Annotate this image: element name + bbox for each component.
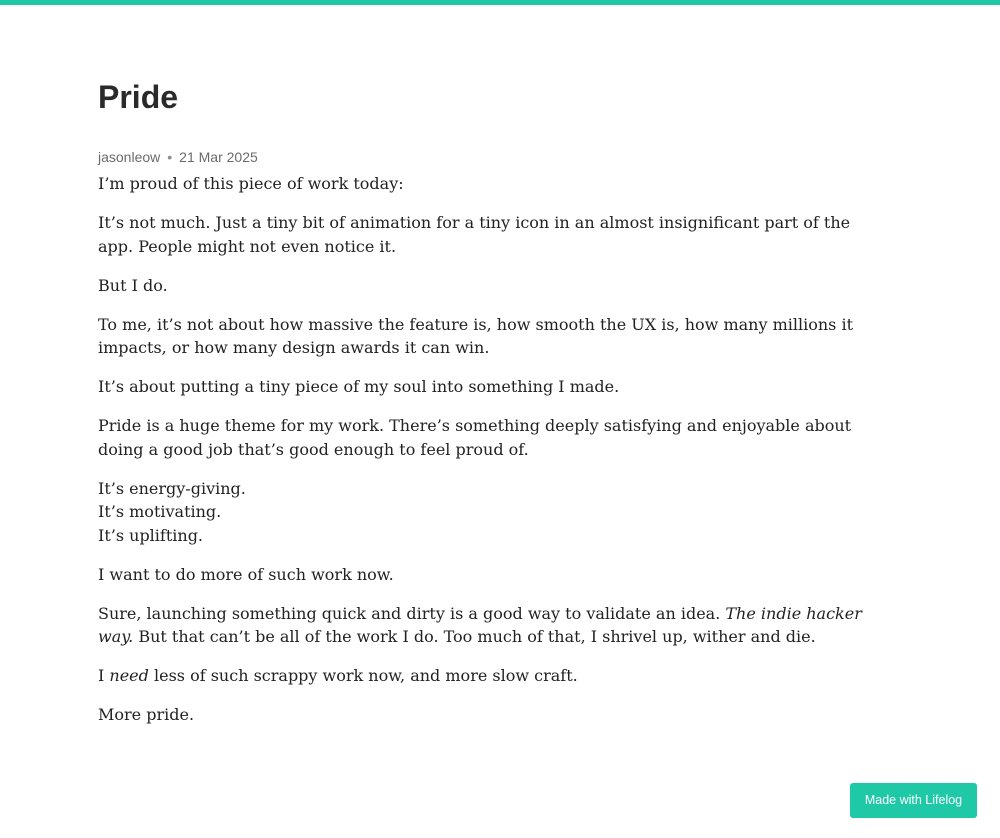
paragraph-text: But that can’t be all of the work I do. Too much of that, I shrivel up, wither and die. bbox=[133, 627, 816, 646]
made-with-lifelog-button[interactable]: Made with Lifelog bbox=[850, 783, 977, 818]
paragraph-text: less of such scrappy work now, and more slow craft. bbox=[148, 666, 578, 685]
paragraph: More pride. bbox=[98, 705, 195, 724]
post-title: Pride bbox=[98, 79, 179, 115]
meta-separator: • bbox=[167, 149, 173, 165]
paragraph: It’s not much. Just a tiny bit of animation for a tiny icon in an almost insignificant part of the app. People might not even notice it. bbox=[98, 213, 851, 256]
paragraph: I’m proud of this piece of work today: bbox=[98, 174, 404, 193]
paragraph: I want to do more of such work now. bbox=[98, 564, 394, 584]
post-meta bbox=[98, 147, 258, 167]
paragraph: But I do. bbox=[98, 275, 168, 295]
paragraph-line: It’s uplifting. bbox=[98, 525, 204, 545]
paragraph bbox=[98, 602, 888, 649]
paragraph-text: Sure, launching something quick and dirty is a good way to validate an idea. bbox=[98, 603, 726, 623]
paragraph-text: I bbox=[98, 666, 110, 685]
paragraph bbox=[98, 477, 888, 548]
paragraph-line: It’s energy-giving. bbox=[98, 478, 246, 498]
emphasis-text: need bbox=[109, 666, 149, 685]
post-date: 21 Mar 2025 bbox=[179, 149, 258, 165]
accent-top-bar bbox=[0, 0, 1000, 5]
paragraph bbox=[98, 664, 888, 688]
paragraph: Pride is a huge theme for my work. There’s something deeply satisfying and enjoyable about doing a good job that’s good enough to feel proud of. bbox=[98, 416, 852, 459]
paragraph: To me, it’s not about how massive the feature is, how smooth the UX is, how many millions it impacts, or how many design awards it can win. bbox=[98, 314, 854, 357]
post-author[interactable]: jasonleow bbox=[98, 149, 161, 165]
emphasis-text: The indie hacker way. bbox=[98, 603, 862, 646]
paragraph-line: It’s motivating. bbox=[98, 502, 222, 521]
paragraph: It’s about putting a tiny piece of my soul into something I made. bbox=[98, 377, 620, 396]
post-body bbox=[98, 172, 888, 742]
